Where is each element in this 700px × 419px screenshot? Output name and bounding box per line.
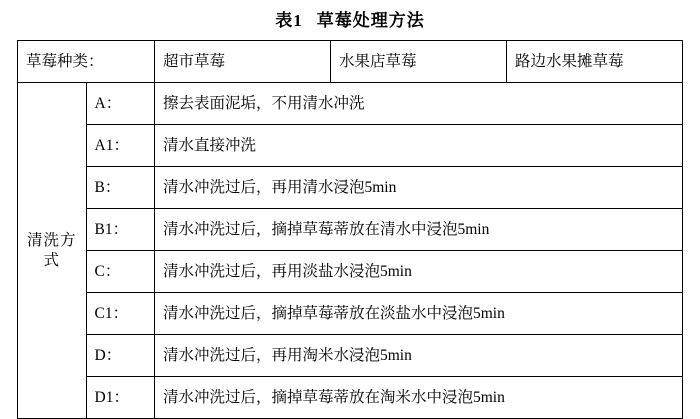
- header-category-supermarket: 超市草莓: [155, 41, 331, 83]
- header-category-fruitshop: 水果店草莓: [331, 41, 507, 83]
- wash-method-label: 清洗方式: [18, 83, 87, 419]
- method-description: 清水冲洗过后，摘掉草莓蒂放在淘米水中浸泡5min: [155, 377, 683, 419]
- table-title: 草莓处理方法: [316, 11, 425, 30]
- method-description: 清水冲洗过后，再用淘米水浸泡5min: [155, 335, 683, 377]
- method-code: A：: [86, 83, 155, 125]
- table-number: 表1: [275, 11, 303, 30]
- method-code: C：: [86, 251, 155, 293]
- header-label-cell: 草莓种类：: [18, 41, 155, 83]
- method-code: C1：: [86, 293, 155, 335]
- table-row: [18, 167, 683, 209]
- method-description: 清水冲洗过后，摘掉草莓蒂放在清水中浸泡5min: [155, 209, 683, 251]
- method-description: 擦去表面泥垢，不用清水冲洗: [155, 83, 683, 125]
- header-category-streetstall: 路边水果摊草莓: [507, 41, 683, 83]
- table-header-row: [18, 41, 683, 83]
- table-row: [18, 209, 683, 251]
- table-row: [18, 377, 683, 419]
- method-code: B：: [86, 167, 155, 209]
- table-row: [18, 293, 683, 335]
- method-code: D1：: [86, 377, 155, 419]
- table-row: [18, 335, 683, 377]
- method-description: 清水冲洗过后，再用淡盐水浸泡5min: [155, 251, 683, 293]
- method-description: 清水冲洗过后，摘掉草莓蒂放在淡盐水中浸泡5min: [155, 293, 683, 335]
- table-row: [18, 83, 683, 125]
- table-row: [18, 125, 683, 167]
- table-body: [18, 41, 683, 419]
- method-code: B1：: [86, 209, 155, 251]
- table-row: [18, 251, 683, 293]
- method-description: 清水直接冲洗: [155, 125, 683, 167]
- strawberry-treatment-table: [17, 40, 683, 419]
- method-description: 清水冲洗过后，再用清水浸泡5min: [155, 167, 683, 209]
- table-caption: [0, 0, 700, 40]
- method-code: A1：: [86, 125, 155, 167]
- method-code: D：: [86, 335, 155, 377]
